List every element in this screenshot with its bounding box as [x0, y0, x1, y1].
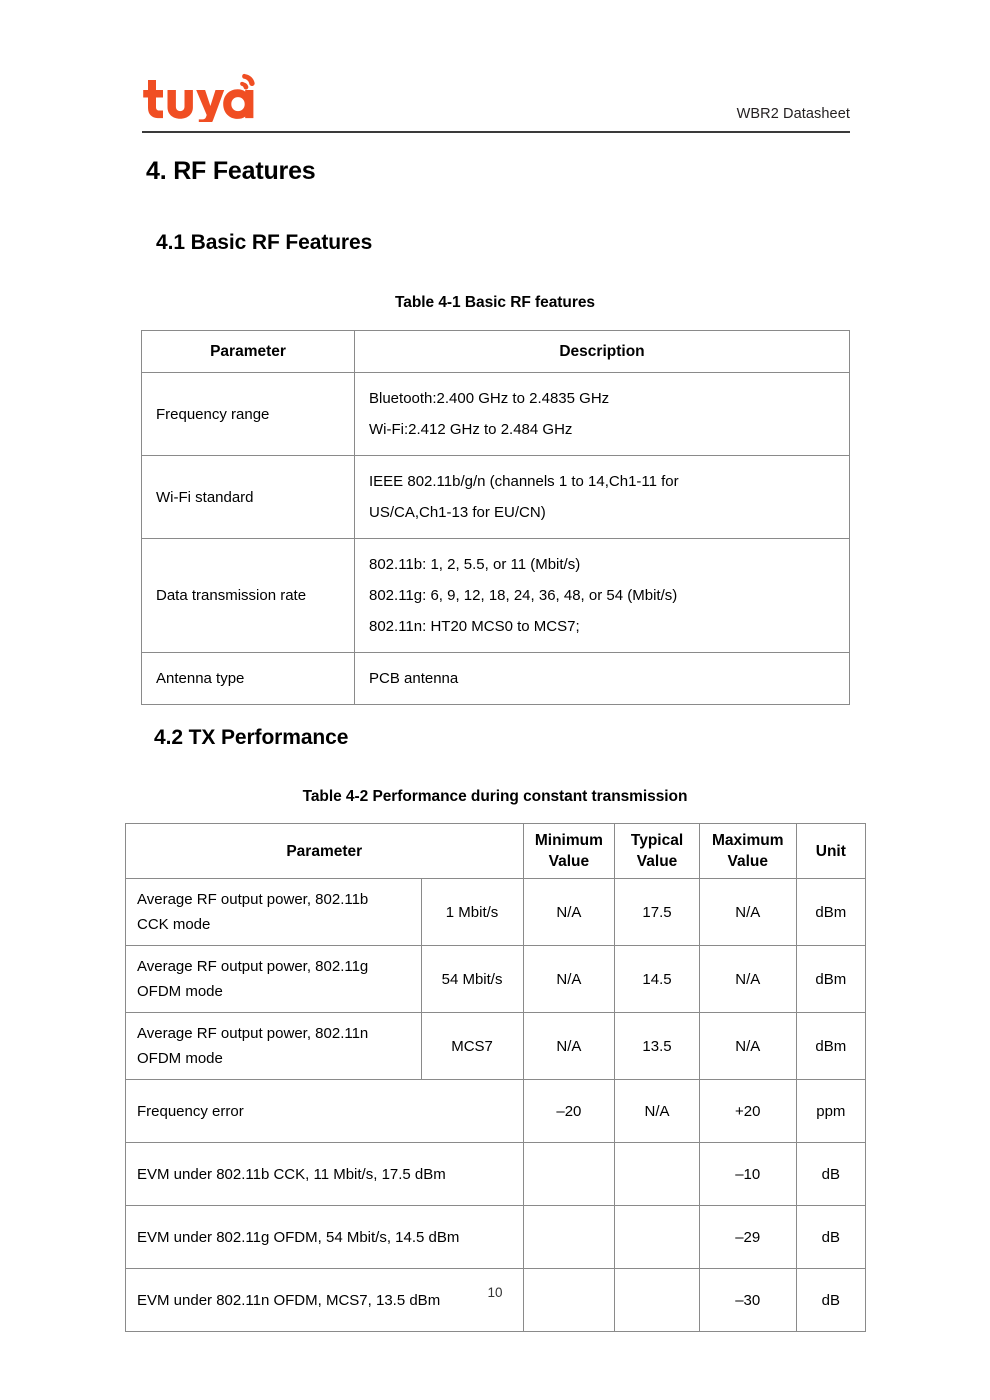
cell-maximum: N/A: [699, 946, 796, 1013]
cell-typical: [615, 1143, 700, 1206]
cell-maximum: N/A: [699, 879, 796, 946]
cell-description: [355, 539, 850, 653]
cell-parameter: EVM under 802.11g OFDM, 54 Mbit/s, 14.5 dBm: [126, 1206, 524, 1269]
cell-unit: dBm: [796, 946, 865, 1013]
cell-minimum: –20: [523, 1080, 615, 1143]
parameter-line-1: Average RF output power, 802.11g: [137, 958, 369, 975]
cell-data-rate: 1 Mbit/s: [421, 879, 523, 946]
cell-unit: ppm: [796, 1080, 865, 1143]
cell-description: [355, 373, 850, 456]
parameter-line-1: Average RF output power, 802.11n: [137, 1025, 369, 1042]
header-document-title: WBR2 Datasheet: [736, 106, 850, 122]
cell-parameter: [126, 946, 422, 1013]
cell-unit: dB: [796, 1206, 865, 1269]
cell-parameter: EVM under 802.11b CCK, 11 Mbit/s, 17.5 dBm: [126, 1143, 524, 1206]
table-header-row: [126, 824, 866, 879]
column-header-minimum-value: [523, 824, 615, 879]
page-number: 10: [487, 1285, 503, 1300]
table-4-2-caption: Table 4-2 Performance during constant transmission: [302, 788, 688, 805]
cell-typical: [615, 1206, 700, 1269]
description-line: PCB antenna: [369, 670, 459, 687]
cell-parameter: EVM under 802.11n OFDM, MCS7, 13.5 dBm: [126, 1269, 524, 1332]
description-line: Wi-Fi:2.412 GHz to 2.484 GHz: [369, 421, 573, 438]
column-header-unit: Unit: [796, 824, 865, 879]
page-title: 4. RF Features: [146, 157, 316, 185]
table-row: [126, 1206, 866, 1269]
cell-parameter: Wi-Fi standard: [142, 456, 355, 539]
description-line: 802.11n: HT20 MCS0 to MCS7;: [369, 618, 580, 635]
column-header-typical-value: [615, 824, 700, 879]
cell-unit: dBm: [796, 1013, 865, 1080]
table-tx-performance: [125, 823, 866, 1332]
column-header-parameter: Parameter: [126, 824, 524, 879]
description-line: Bluetooth:2.400 GHz to 2.4835 GHz: [369, 390, 610, 407]
cell-unit: dB: [796, 1269, 865, 1332]
header-line-1: Minimum: [534, 832, 603, 849]
cell-typical: 14.5: [615, 946, 700, 1013]
tuya-logo: [142, 72, 257, 122]
header-divider: [142, 131, 850, 133]
page-header: [142, 66, 850, 138]
cell-unit: dBm: [796, 879, 865, 946]
cell-minimum: [523, 1143, 615, 1206]
table-row: [142, 539, 850, 653]
table-row: [126, 1080, 866, 1143]
table-row: [126, 879, 866, 946]
description-line: 802.11b: 1, 2, 5.5, or 11 (Mbit/s): [369, 556, 581, 573]
parameter-line-2: CCK mode: [137, 916, 211, 933]
cell-unit: dB: [796, 1143, 865, 1206]
cell-maximum: –10: [699, 1143, 796, 1206]
cell-description: [355, 653, 850, 705]
cell-minimum: N/A: [523, 1013, 615, 1080]
table-header-row: [142, 331, 850, 373]
description-line: US/CA,Ch1-13 for EU/CN): [369, 504, 546, 521]
table-row: [126, 946, 866, 1013]
header-line-2: Value: [727, 853, 768, 870]
parameter-line-2: OFDM mode: [137, 1050, 223, 1067]
table-row: [126, 1143, 866, 1206]
description-line: IEEE 802.11b/g/n (channels 1 to 14,Ch1-11 for: [369, 473, 679, 490]
cell-maximum: N/A: [699, 1013, 796, 1080]
cell-typical: 17.5: [615, 879, 700, 946]
header-line-2: Value: [636, 853, 678, 870]
cell-parameter: Frequency range: [142, 373, 355, 456]
cell-description: [355, 456, 850, 539]
header-line-1: Maximum: [711, 832, 784, 849]
parameter-line-2: OFDM mode: [137, 983, 223, 1000]
header-line-2: Value: [548, 853, 590, 870]
table-basic-rf-features: [141, 330, 850, 705]
column-header-parameter: Parameter: [142, 331, 355, 373]
cell-minimum: N/A: [523, 946, 615, 1013]
cell-minimum: [523, 1269, 615, 1332]
description-line: 802.11g: 6, 9, 12, 18, 24, 36, 48, or 54 (Mbit/s): [369, 587, 678, 604]
cell-data-rate: MCS7: [421, 1013, 523, 1080]
cell-maximum: –30: [699, 1269, 796, 1332]
cell-typical: 13.5: [615, 1013, 700, 1080]
table-row: [142, 653, 850, 705]
table-row: [142, 373, 850, 456]
column-header-description: Description: [355, 331, 850, 373]
section-heading-4-1: 4.1 Basic RF Features: [156, 231, 373, 254]
cell-minimum: N/A: [523, 879, 615, 946]
header-line-1: Typical: [630, 832, 684, 849]
cell-parameter: Frequency error: [126, 1080, 524, 1143]
parameter-line-1: Average RF output power, 802.11b: [137, 891, 369, 908]
cell-typical: N/A: [615, 1080, 700, 1143]
cell-typical: [615, 1269, 700, 1332]
cell-maximum: –29: [699, 1206, 796, 1269]
cell-minimum: [523, 1206, 615, 1269]
table-row: [126, 1013, 866, 1080]
cell-data-rate: 54 Mbit/s: [421, 946, 523, 1013]
section-heading-4-2: 4.2 TX Performance: [154, 726, 349, 749]
cell-parameter: Antenna type: [142, 653, 355, 705]
table-row: [142, 456, 850, 539]
cell-maximum: +20: [699, 1080, 796, 1143]
table-row: [126, 1269, 866, 1332]
cell-parameter: [126, 879, 422, 946]
cell-parameter: [126, 1013, 422, 1080]
table-4-1-caption: Table 4-1 Basic RF features: [395, 294, 595, 311]
column-header-maximum-value: [699, 824, 796, 879]
cell-parameter: Data transmission rate: [142, 539, 355, 653]
